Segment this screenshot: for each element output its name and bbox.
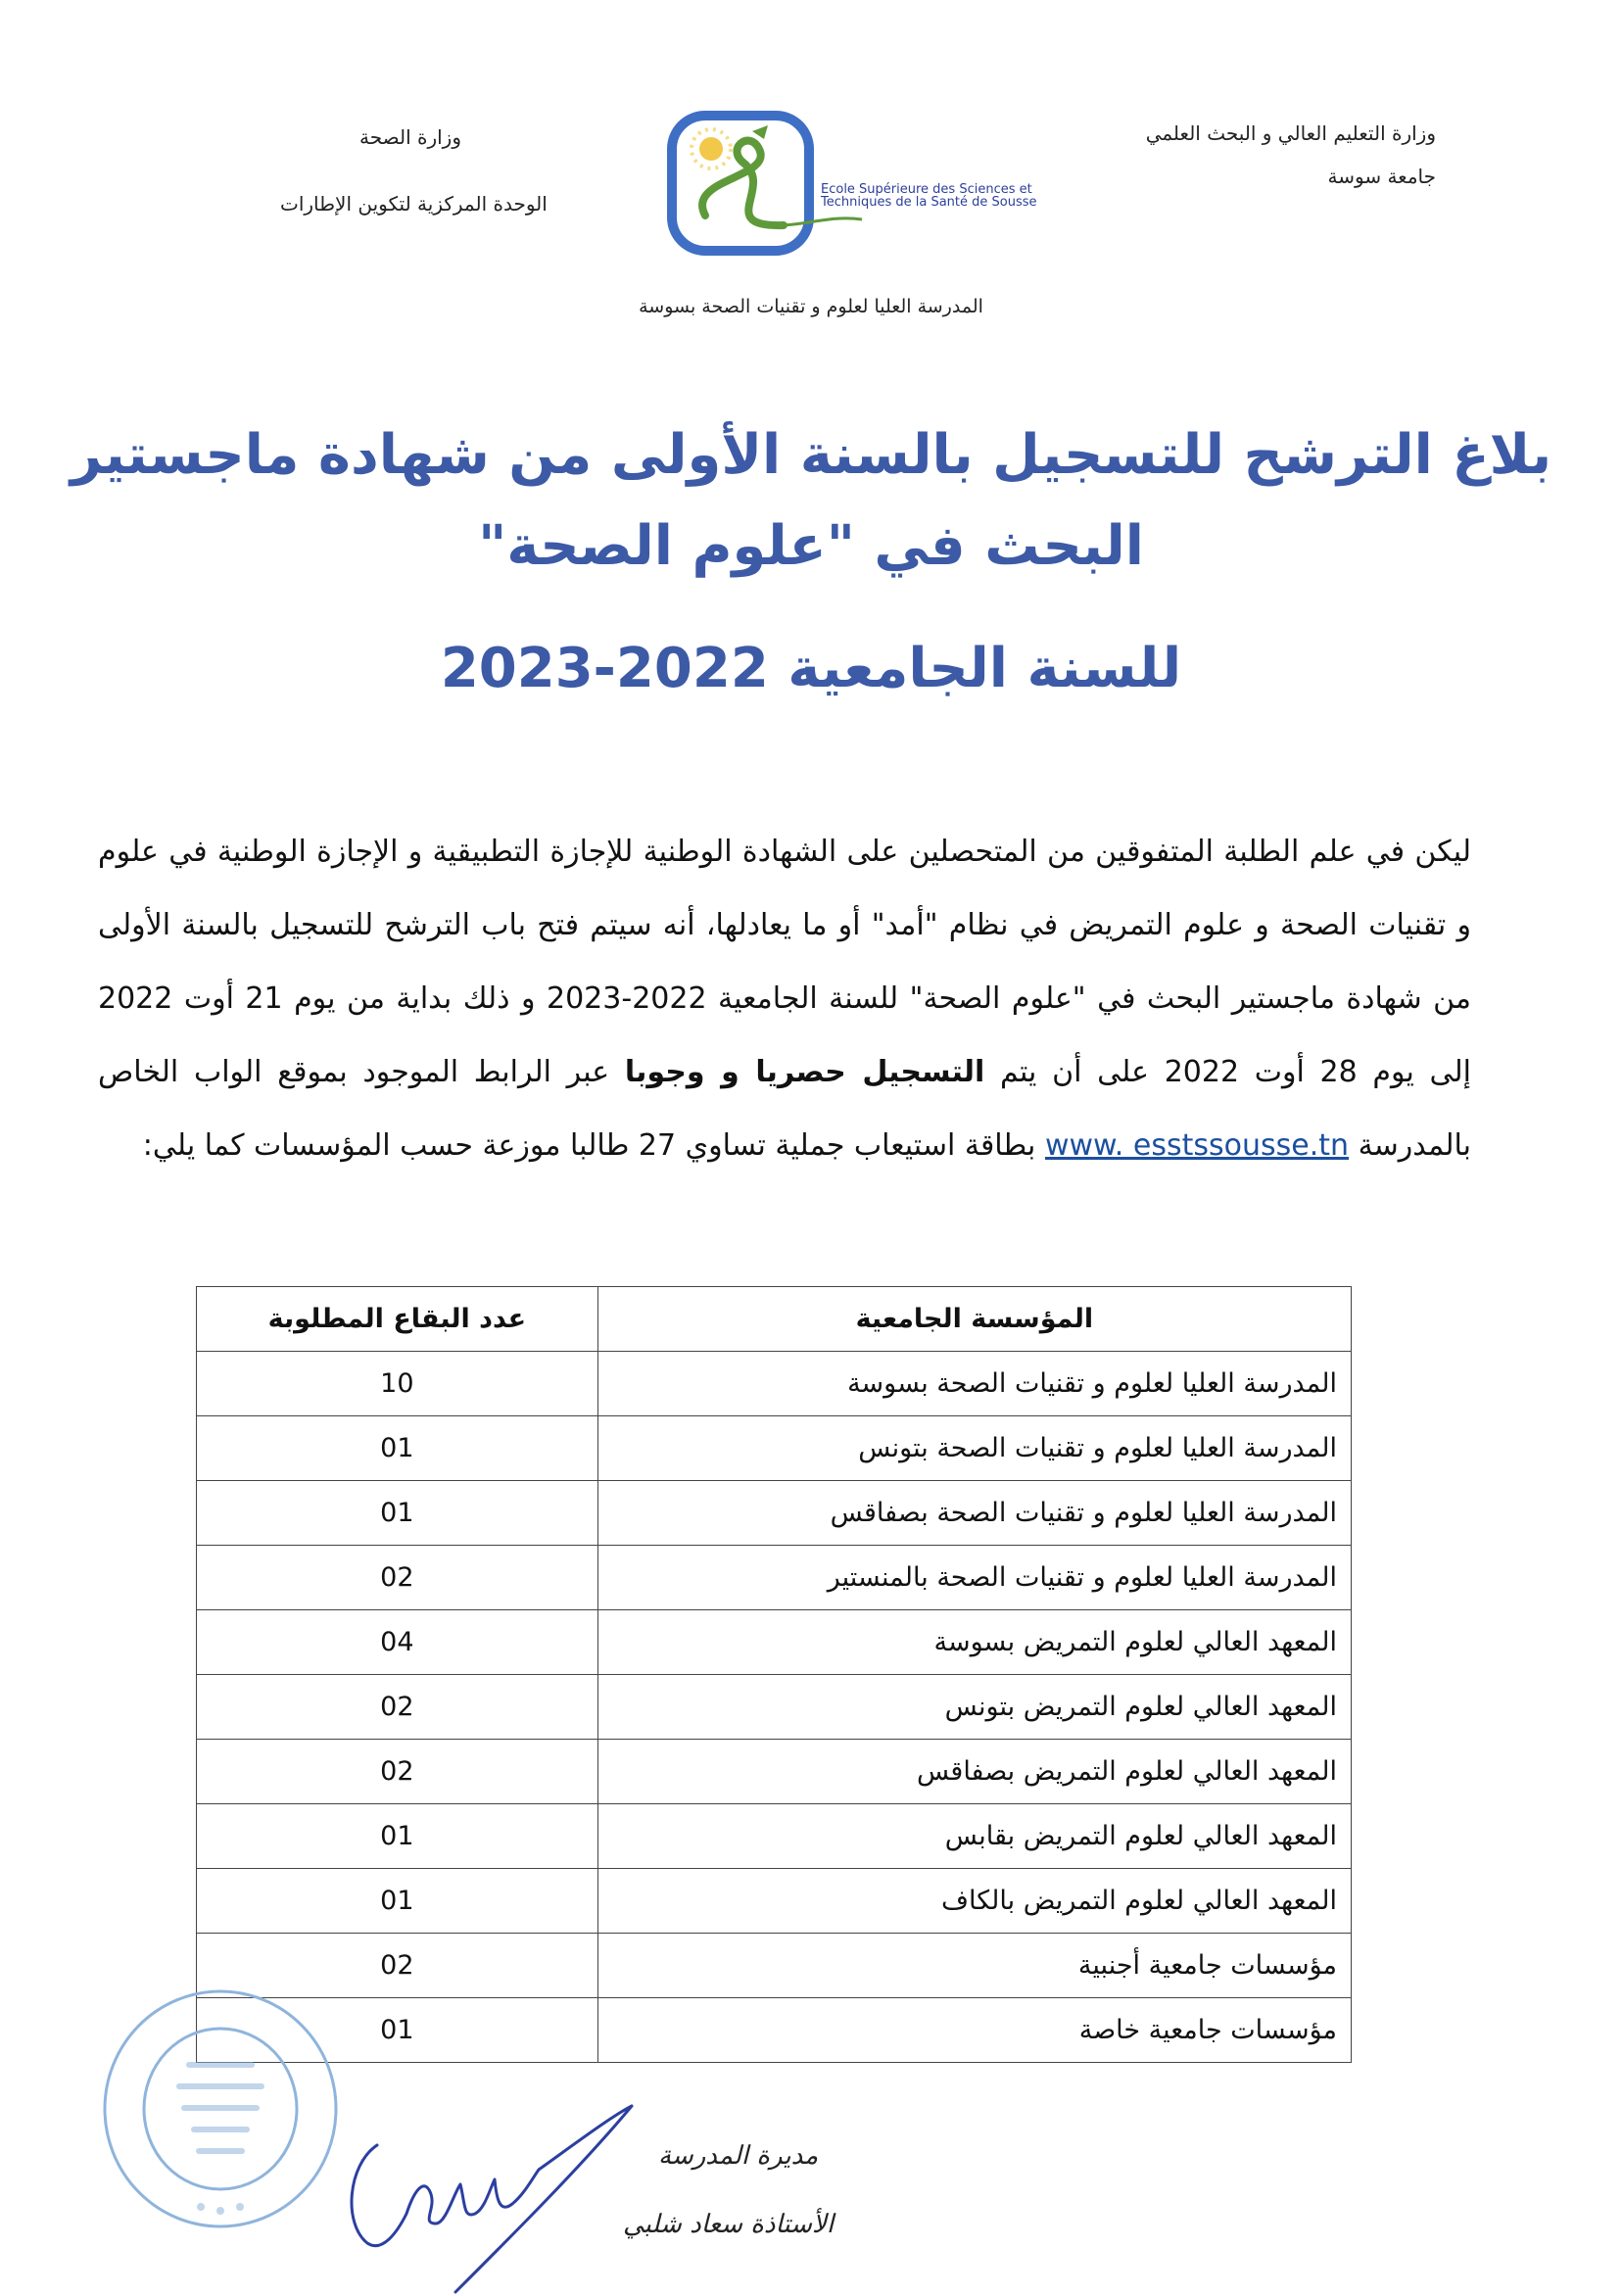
logo-caption-line2: Techniques de la Santé de Sousse <box>821 195 1037 210</box>
title-line-3: للسنة الجامعية 2022-2023 <box>440 637 1182 700</box>
table-row <box>197 1352 1352 1416</box>
cell-seats: 02 <box>197 1546 598 1610</box>
cell-seats: 10 <box>197 1352 598 1416</box>
table-row <box>197 1804 1352 1869</box>
cell-institution: المدرسة العليا لعلوم و تقنيات الصحة بصفاقس <box>597 1481 1351 1546</box>
cell-institution: المعهد العالي لعلوم التمريض بالكاف <box>597 1869 1351 1934</box>
table-row <box>197 1869 1352 1934</box>
cell-institution: المعهد العالي لعلوم التمريض بتونس <box>597 1675 1351 1740</box>
school-caption: المدرسة العليا لعلوم و تقنيات الصحة بسوسة <box>639 296 983 317</box>
cell-institution: المعهد العالي لعلوم التمريض بسوسة <box>597 1610 1351 1675</box>
table-row <box>197 1740 1352 1804</box>
body-text-part2: عبر الرابط الموجود بموقع الواب الخاص بالمدرسة <box>98 1055 1471 1163</box>
table-row <box>197 1934 1352 1998</box>
table-row <box>197 1416 1352 1481</box>
col-header-seats: عدد البقاع المطلوبة <box>197 1287 598 1352</box>
seats-table <box>196 1286 1352 2063</box>
cell-institution: مؤسسات جامعية خاصة <box>597 1998 1351 2063</box>
announcement-body <box>98 815 1471 1182</box>
ministry-health: وزارة الصحة <box>359 125 461 149</box>
cell-institution: المعهد العالي لعلوم التمريض بصفاقس <box>597 1740 1351 1804</box>
cell-institution: المعهد العالي لعلوم التمريض بقابس <box>597 1804 1351 1869</box>
table-row <box>197 1546 1352 1610</box>
ministry-higher-education: وزارة التعليم العالي و البحث العلمي <box>1145 121 1436 145</box>
university-name: جامعة سوسة <box>1327 165 1436 188</box>
table-row <box>197 1675 1352 1740</box>
body-text-part1: ليكن في علم الطلبة المتفوقين من المتحصلين على الشهادة الوطنية للإجازة التطبيقية و الإجازة الوطنية في علوم و تقنيات الصحة و علوم التمريض في نظام "أمد" أو ما يعادلها، أنه سيتم فتح باب الترشح للتسجيل بالسنة الأولى من شهادة ماجستير البحث في "علوم الصحة" للسنة الجامعية 2022-2023 و ذلك بداية من يوم 21 أوت 2022 إلى يوم 28 أوت 2022 على أن يتم <box>98 835 1471 1089</box>
official-stamp-icon <box>98 1984 343 2233</box>
table-body <box>197 1352 1352 2063</box>
title-line-2: البحث في "علوم الصحة" <box>478 514 1144 578</box>
table-row <box>197 1998 1352 2063</box>
logo-caption <box>821 183 1056 209</box>
cell-institution: المدرسة العليا لعلوم و تقنيات الصحة بسوسة <box>597 1352 1351 1416</box>
cell-institution: المدرسة العليا لعلوم و تقنيات الصحة بالمنستير <box>597 1546 1351 1610</box>
signatory-name: الأستاذة سعاد شلبي <box>623 2210 835 2239</box>
cell-seats: 02 <box>197 1740 598 1804</box>
table-row <box>197 1610 1352 1675</box>
cell-seats: 01 <box>197 1804 598 1869</box>
cell-seats: 04 <box>197 1610 598 1675</box>
cell-seats: 02 <box>197 1934 598 1998</box>
body-text-part3: بطاقة استيعاب جملية تساوي 27 طالبا موزعة حسب المؤسسات كما يلي: <box>142 1128 1036 1163</box>
cell-seats: 01 <box>197 1481 598 1546</box>
body-emphasis: التسجيل حصريا و وجوبا <box>624 1055 985 1089</box>
cell-seats: 01 <box>197 1416 598 1481</box>
table-row <box>197 1481 1352 1546</box>
signatory-role: مديرة المدرسة <box>658 2141 819 2171</box>
logo-caption-line1: Ecole Supérieure des Sciences et <box>821 182 1032 197</box>
cell-seats: 01 <box>197 1998 598 2063</box>
cell-institution: المدرسة العليا لعلوم و تقنيات الصحة بتونس <box>597 1416 1351 1481</box>
handwritten-signature-icon <box>338 2086 651 2296</box>
table-header-row <box>197 1287 1352 1352</box>
training-unit: الوحدة المركزية لتكوين الإطارات <box>280 192 548 215</box>
website-link[interactable]: www. esstssousse.tn <box>1044 1128 1350 1163</box>
title-line-1: بلاغ الترشح للتسجيل بالسنة الأولى من شهادة ماجستير <box>70 423 1552 487</box>
col-header-institution: المؤسسة الجامعية <box>597 1287 1351 1352</box>
cell-institution: مؤسسات جامعية أجنبية <box>597 1934 1351 1998</box>
cell-seats: 01 <box>197 1869 598 1934</box>
cell-seats: 02 <box>197 1675 598 1740</box>
